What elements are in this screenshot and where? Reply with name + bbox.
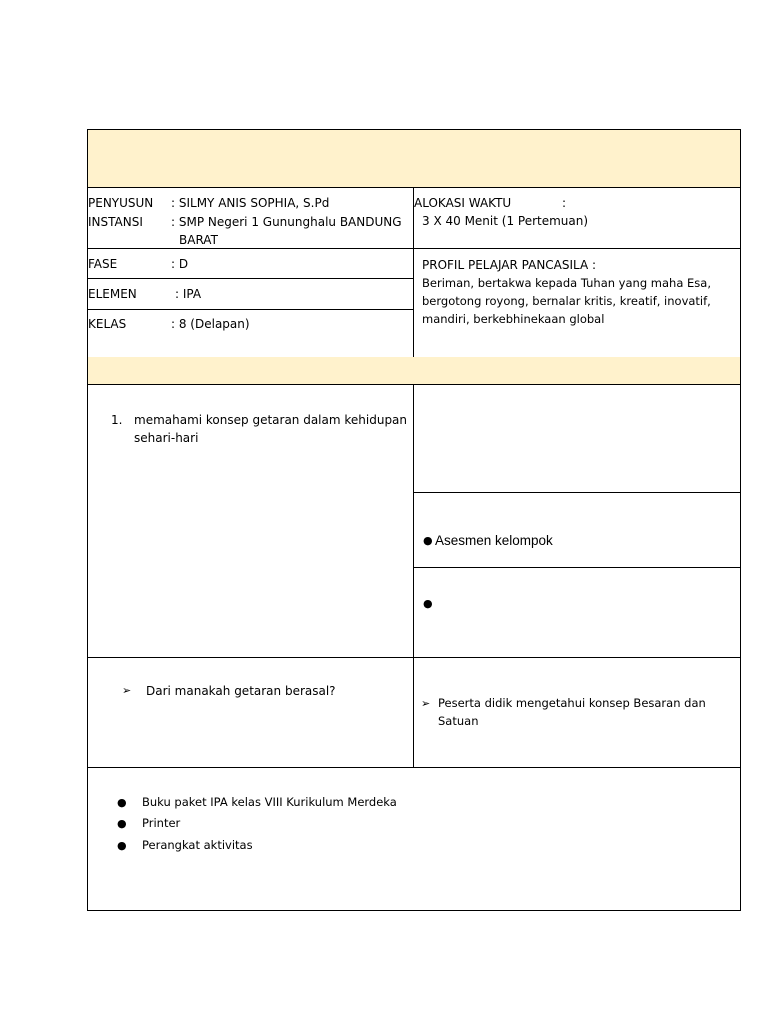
divider [87,384,741,385]
divider [87,309,414,310]
divider [87,767,741,768]
understanding-text-1: Peserta didik mengetahui konsep Besaran dan [438,696,706,710]
elemen-value: : IPA [175,287,202,301]
resource-bullet: ● [117,817,127,830]
resource-item: Buku paket IPA kelas VIII Kurikulum Merdeka [142,795,397,809]
profil-text-2: bergotong royong, bernalar kritis, kreatif, inovatif, [422,294,711,308]
instansi-value-cont: BARAT [179,233,218,247]
resource-bullet: ● [117,796,127,809]
understanding-text-2: Satuan [438,714,479,728]
objective-text-2: sehari-hari [134,431,199,445]
alokasi-value: 3 X 40 Menit (1 Pertemuan) [422,214,589,228]
kelas-label: KELAS [88,317,127,331]
resource-bullet: ● [117,839,127,852]
penyusun-value: : SILMY ANIS SOPHIA, S.Pd [171,196,330,210]
assessment-bullet: ● [423,534,433,547]
divider [413,187,414,357]
resource-item: Printer [142,816,181,830]
header-band [88,130,740,187]
elemen-label: ELEMEN [88,287,137,301]
divider [413,492,741,493]
profil-title: PROFIL PELAJAR PANCASILA : [422,258,597,272]
divider [413,384,414,767]
divider [87,657,741,658]
alokasi-label: ALOKASI WAKTU [414,196,512,210]
profil-text-1: Beriman, bertakwa kepada Tuhan yang maha Esa, [422,276,711,290]
fase-label: FASE [88,257,118,271]
section-band [88,357,740,384]
kelas-value: : 8 (Delapan) [171,317,250,331]
objective-text-1: memahami konsep getaran dalam kehidupan [134,413,408,427]
instansi-value: : SMP Negeri 1 Gununghalu BANDUNG [171,215,402,229]
divider [87,248,741,249]
alokasi-colon: : [562,196,567,210]
assessment-item: Asesmen kelompok [435,533,553,548]
assessment-bullet: ● [423,597,433,610]
profil-text-3: mandiri, berkebhinekaan global [422,312,605,326]
instansi-label: INSTANSI [88,215,143,229]
fase-value: : D [171,257,189,271]
arrow-icon: ➢ [421,697,431,710]
penyusun-label: PENYUSUN [88,196,154,210]
divider [87,187,741,188]
divider [87,278,414,279]
divider [413,567,741,568]
resource-item: Perangkat aktivitas [142,838,253,852]
objective-number: 1. [111,413,123,427]
arrow-icon: ➢ [122,684,132,697]
question-text: Dari manakah getaran berasal? [146,684,336,698]
